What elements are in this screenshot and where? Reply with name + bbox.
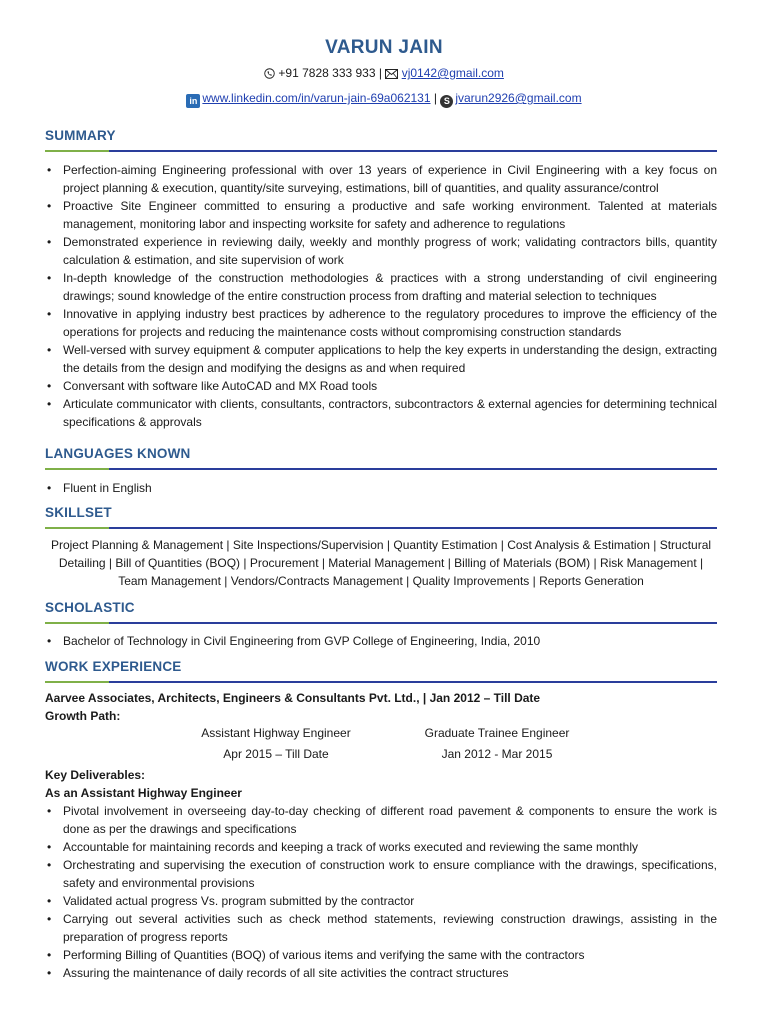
growth-role: Assistant Highway Engineer xyxy=(201,726,351,740)
email-link[interactable]: vj0142@gmail.com xyxy=(401,66,504,80)
languages-section xyxy=(45,446,717,497)
work-section xyxy=(45,659,717,725)
list-item: • Fluent in English xyxy=(45,479,717,497)
phone-icon xyxy=(264,68,275,82)
section-rule xyxy=(45,622,717,624)
section-title-skillset: SKILLSET xyxy=(45,505,112,520)
envelope-icon xyxy=(385,68,398,82)
separator: | xyxy=(433,91,437,105)
growth-path-label: Growth Path: xyxy=(45,709,121,723)
scholastic-section xyxy=(45,600,717,650)
section-rule xyxy=(45,468,717,470)
section-rule xyxy=(45,150,717,152)
linkedin-icon: in xyxy=(186,94,200,108)
scholastic-list xyxy=(45,632,717,650)
section-title-summary: SUMMARY xyxy=(45,128,116,143)
phone-number: +91 7828 333 933 xyxy=(278,66,376,80)
growth-path-role-1 xyxy=(176,723,376,765)
list-item: • Innovative in applying industry best practices by adherence to the regulatory procedures to improve the efficiency of the operations for projects and reducing the maintenance costs without compromising construction standards xyxy=(45,305,717,341)
list-item: • Bachelor of Technology in Civil Engineering from GVP College of Engineering, India, 2010 xyxy=(45,632,717,650)
growth-period: Apr 2015 – Till Date xyxy=(223,747,329,761)
list-item: • Orchestrating and supervising the execution of construction work to ensure compliance with the drawings, specifications, safety and environmental provisions xyxy=(45,856,717,892)
company-line: Aarvee Associates, Architects, Engineers & Consultants Pvt. Ltd., | Jan 2012 – Till Date xyxy=(45,691,541,705)
role-label: As an Assistant Highway Engineer xyxy=(45,786,242,800)
contact-line-2 xyxy=(0,91,768,108)
section-title-languages: LANGUAGES KNOWN xyxy=(45,446,191,461)
list-item: • Pivotal involvement in overseeing day-to-day checking of different road pavement & components to ensure the work is done as per the drawings and specifications xyxy=(45,802,717,838)
skillset-text: Project Planning & Management | Site Inspections/Supervision | Quantity Estimation | Cost Analysis & Estimation | Structural Detailing | Bill of Quantities (BOQ) | Procurement | Material Management | Billing of Materials (BOM) | Risk Management | Team Management | Vendors/Contracts Management | Quality Improvements | Reports Generation xyxy=(50,538,712,588)
section-title-work: WORK EXPERIENCE xyxy=(45,659,182,674)
section-title-scholastic: SCHOLASTIC xyxy=(45,600,135,615)
list-item: • Conversant with software like AutoCAD and MX Road tools xyxy=(45,377,717,395)
skype-icon: S xyxy=(440,95,453,108)
deliverables-list xyxy=(45,802,717,982)
growth-period: Jan 2012 - Mar 2015 xyxy=(441,747,553,761)
list-item: • Perfection-aiming Engineering professional with over 13 years of experience in Civil Engineering with a key focus on project planning & execution, quantity/site surveying, estimations, bill of quantities, and quality assurance/control xyxy=(45,161,717,197)
list-item: • Performing Billing of Quantities (BOQ) of various items and verifying the same with the contractors xyxy=(45,946,717,964)
contact-line-1 xyxy=(0,66,768,82)
skillset-section xyxy=(45,505,717,590)
section-rule xyxy=(45,527,717,529)
growth-role: Graduate Trainee Engineer xyxy=(424,726,570,740)
list-item: • Well-versed with survey equipment & computer applications to help the key experts in understanding the design, extracting the details from the design and modifying the designs as and when required xyxy=(45,341,717,377)
summary-section xyxy=(45,128,717,431)
list-item: • Assuring the maintenance of daily records of all site activities the contract structures xyxy=(45,964,717,982)
deliverables-block xyxy=(45,766,717,982)
list-item: • Proactive Site Engineer committed to ensuring a productive and safe working environment. Talented at materials management, monitoring labor and inspecting worksite for safety and adherence to regulations xyxy=(45,197,717,233)
list-item: • Articulate communicator with clients, consultants, contractors, subcontractors & external agencies for determining technical specifications & approvals xyxy=(45,395,717,431)
key-deliverables-label: Key Deliverables: xyxy=(45,768,146,782)
summary-list xyxy=(45,161,717,431)
linkedin-link[interactable]: www.linkedin.com/in/varun-jain-69a062131 xyxy=(202,91,431,105)
list-item: • In-depth knowledge of the construction methodologies & practices with a strong understanding of civil engineering drawings; sound knowledge of the entire construction process from drafting and material selection to techniques xyxy=(45,269,717,305)
growth-path-role-2 xyxy=(397,723,597,765)
list-item: • Accountable for maintaining records and keeping a track of works executed and reviewing the same monthly xyxy=(45,838,717,856)
list-item: • Validated actual progress Vs. program submitted by the contractor xyxy=(45,892,717,910)
section-rule xyxy=(45,681,717,683)
separator: | xyxy=(378,66,382,80)
skype-email-link[interactable]: jvarun2926@gmail.com xyxy=(455,91,582,105)
list-item: • Carrying out several activities such as check method statements, reviewing construction drawings, assisting in the preparation of progress reports xyxy=(45,910,717,946)
list-item: • Demonstrated experience in reviewing daily, weekly and monthly progress of work; validating contractors bills, quantity calculation & estimation, and site supervision of work xyxy=(45,233,717,269)
languages-list xyxy=(45,479,717,497)
candidate-name: VARUN JAIN xyxy=(325,37,443,58)
